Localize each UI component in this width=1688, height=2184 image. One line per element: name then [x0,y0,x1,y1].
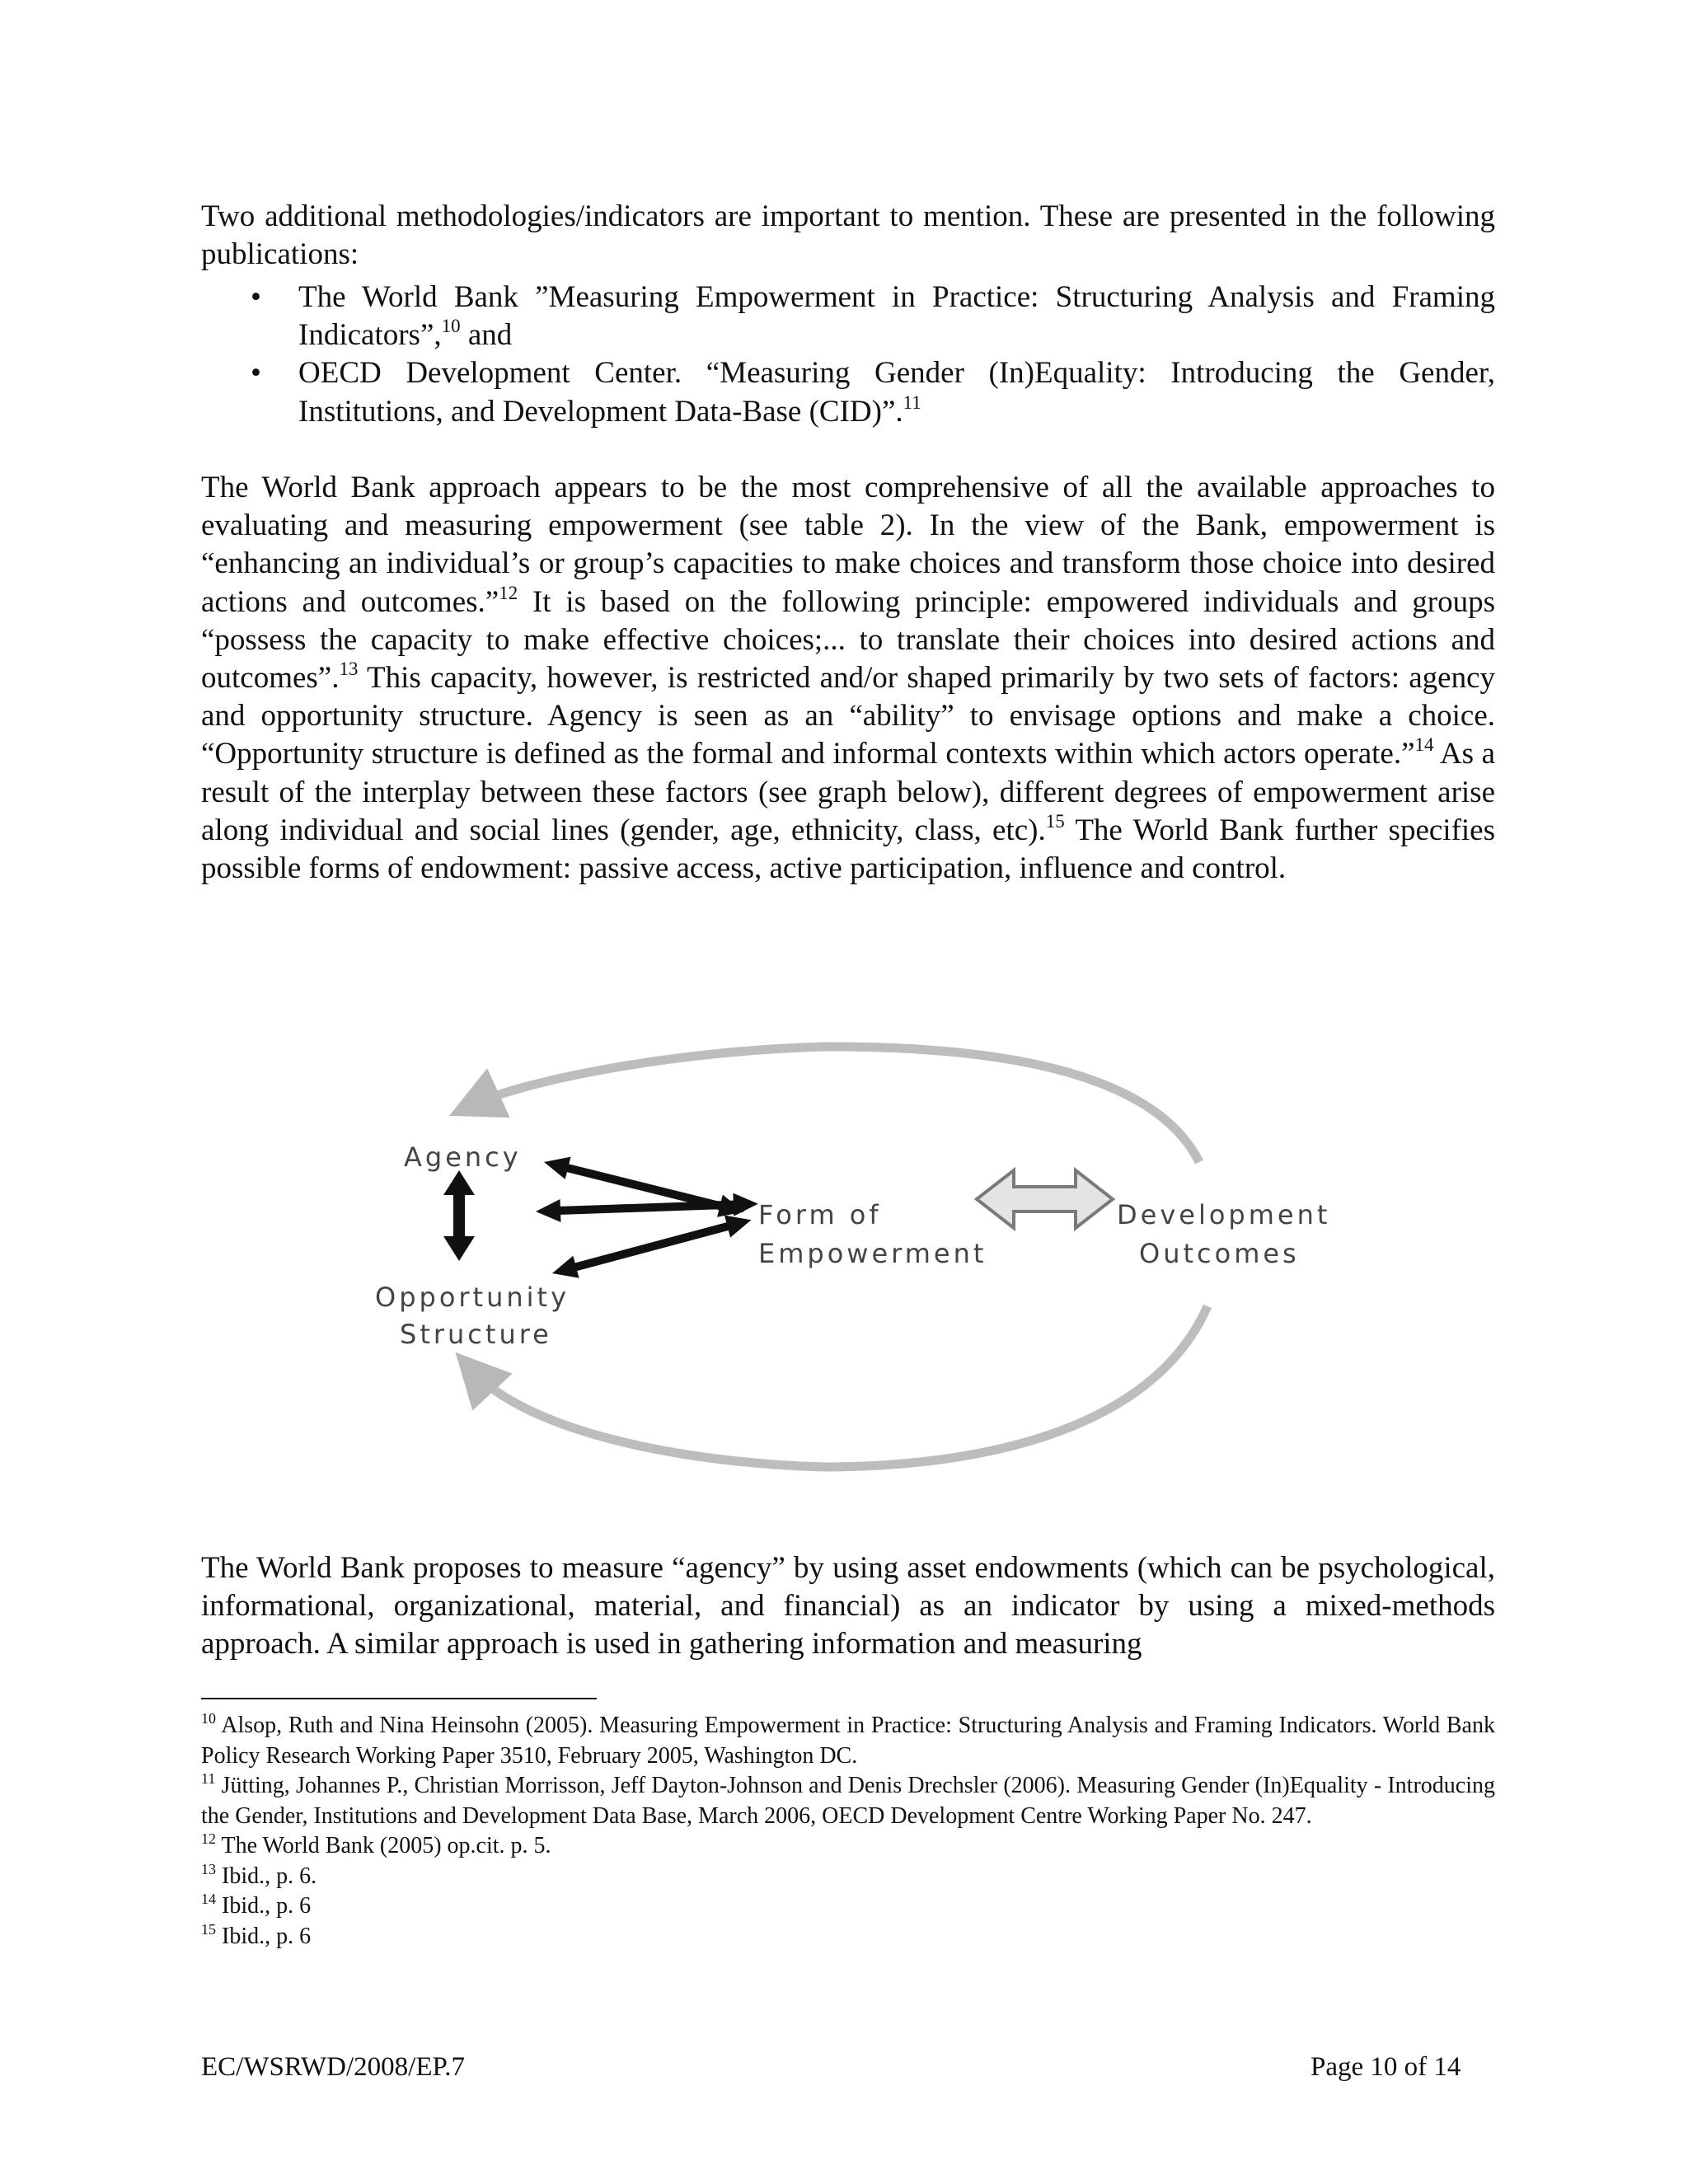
footnote [201,1711,1495,1771]
footnote-ref[interactable]: 10 [441,316,461,337]
agency-measurement-paragraph [201,1549,1495,1664]
bullet-icon: • [251,280,261,314]
footnote-ref[interactable]: 15 [1045,810,1065,832]
footnote-divider [201,1698,597,1699]
bottom-feedback-arrow [474,1306,1207,1467]
paragraph-text: The World Bank approach appears to be the most comprehensive of all the available approaches to evaluating and measuring empowerment (see table 2). In the view of the Bank, empowerment is “enhancing an individual’s or group’s capacities to make choices and transform those choice into desired actions and outcomes.” [201,471,1495,619]
list-item [201,354,1495,430]
footnote [201,1891,1495,1922]
empowerment-diagram [363,1034,1335,1496]
footnote [201,1922,1495,1952]
interaction-arrows [536,1151,759,1284]
list-item-tail: and [460,318,513,353]
agency-label: Agency [404,1141,522,1173]
footnote-text: Alsop, Ruth and Nina Heinsohn (2005). Measuring Empowerment in Practice: Structuring Analysis and Framing Indicators. World Bank Policy Research Working Paper 3510, February 2005, Washington DC. [201,1713,1495,1769]
paragraph-text: As a result of the interplay between these factors (see graph below), different degrees of empowerment arise along individual and social lines (gender, age, ethnicity, class, etc). [201,737,1495,847]
list-item [201,279,1495,354]
footnote-number: 12 [201,1830,216,1847]
footnote-number: 14 [201,1891,216,1907]
intro-text: Two additional methodologies/indicators are important to mention. These are presented in the following publications: [201,199,1495,272]
structure-label: Structure [400,1319,552,1350]
footnote-ref[interactable]: 12 [499,582,518,603]
world-bank-paragraph [201,469,1495,888]
outcomes-label: Outcomes [1139,1238,1300,1269]
footnote-ref[interactable]: 11 [903,391,921,413]
footnote-ref[interactable]: 13 [339,658,359,680]
form-outcome-arrow [977,1170,1113,1228]
footnote-text: Ibid., p. 6 [216,1893,312,1919]
top-feedback-arrow [474,1047,1199,1162]
form-of-label: Form of [758,1199,882,1230]
paragraph-text: This capacity, however, is restricted and/or shaped primarily by two sets of factors: agency and opportunity structure. Agency is seen as an “ability” to envisage options and make a choice. “Opportunity structure is defined as the formal and informal contexts within which actors operate.” [201,661,1495,771]
intro-paragraph [201,198,1495,274]
development-label: Development [1117,1199,1331,1230]
empowerment-label: Empowerment [758,1238,987,1269]
footnote-ref[interactable]: 14 [1414,734,1434,756]
footnote [201,1862,1495,1892]
paragraph-text: The World Bank further specifies possible forms of endowment: passive access, active participation, influence and control. [201,813,1495,886]
list-item-text: OECD Development Center. “Measuring Gender (In)Equality: Introducing the Gender, Institutions, and Development Data-Base (CID)”. [298,356,1495,429]
footnotes [201,1711,1495,1952]
paragraph-text: It is based on the following principle: empowered individuals and groups “possess the capacity to make effective choices;... to translate their choices into desired actions and outcomes”. [201,584,1495,696]
footnote-number: 10 [201,1710,216,1727]
footnote-number: 15 [201,1920,216,1938]
footnote [201,1831,1495,1862]
footnote [201,1771,1495,1831]
document-id: EC/WSRWD/2008/EP.7 [201,2052,465,2082]
publication-list [201,279,1495,431]
agency-opportunity-arrow [443,1170,475,1261]
paragraph-text: The World Bank proposes to measure “agency” by using asset endowments (which can be psychological, informational, organizational, material, and financial) as an indicator by using a mixed-methods approach. A similar approach is used in gathering information and measuring [201,1551,1495,1661]
footnote-number: 11 [201,1770,216,1787]
footnote-text: Ibid., p. 6 [216,1923,312,1949]
list-item-text: The World Bank ”Measuring Empowerment in Practice: Structuring Analysis and Framing Indicators”, [298,280,1495,353]
footnote-text: Jütting, Johannes P., Christian Morrisson, Jeff Dayton-Johnson and Denis Drechsler (2006). Measuring Gender (In)Equality - Introducing the Gender, Institutions and Development Data Base, March 2006, OECD Development Centre Working Paper No. 247. [201,1773,1495,1829]
footnote-number: 13 [201,1860,216,1877]
bullet-icon: • [251,356,261,391]
page-number: Page 10 of 14 [1311,2052,1461,2082]
opportunity-label: Opportunity [375,1282,570,1313]
footnote-text: The World Bank (2005) op.cit. p. 5. [216,1833,551,1858]
footnote-text: Ibid., p. 6. [216,1863,317,1889]
